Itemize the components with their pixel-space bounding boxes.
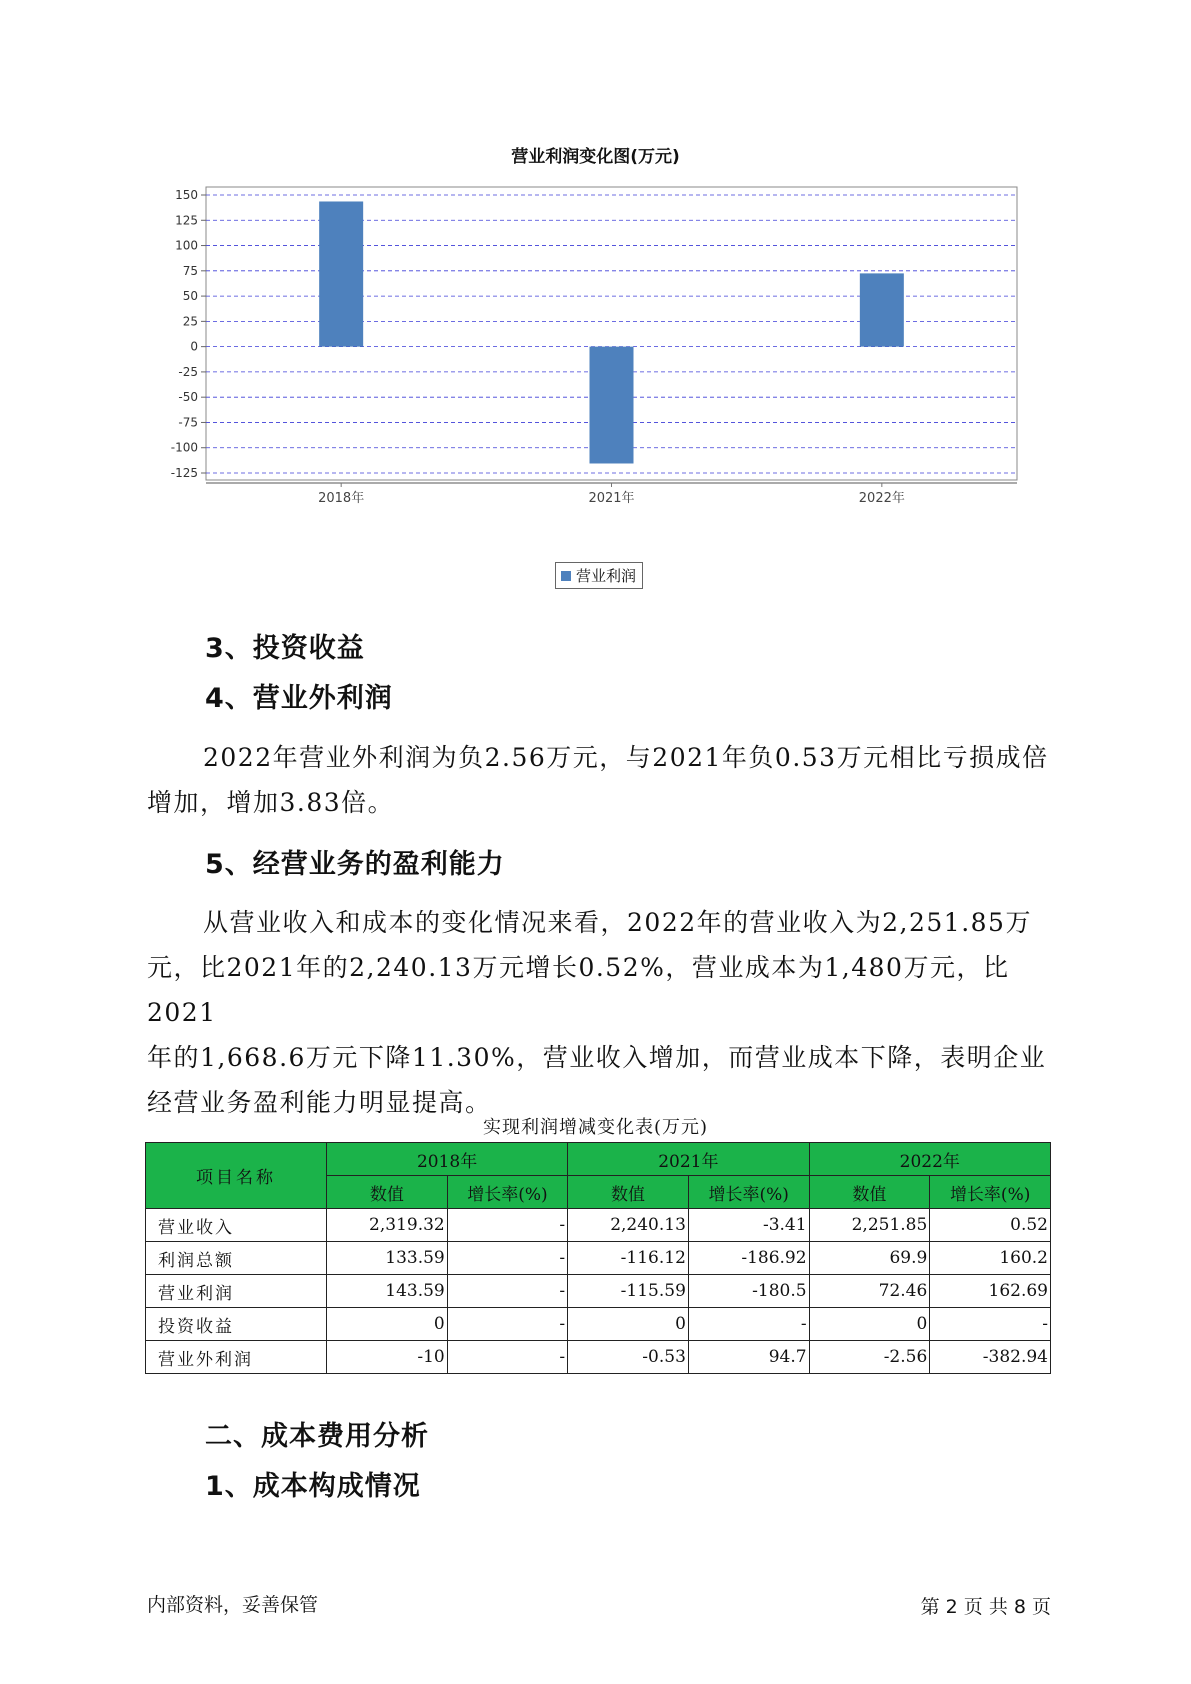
growth-cell: -382.94	[930, 1341, 1051, 1374]
heading-cost-composition: 1、成本构成情况	[205, 1471, 421, 1502]
header-value: 数值	[568, 1176, 689, 1209]
paragraph-profitability	[147, 900, 1052, 1125]
header-growth-rate: 增长率(%)	[930, 1176, 1051, 1209]
profit-change-table	[145, 1142, 1051, 1374]
y-tick-label: -25	[178, 364, 198, 379]
heading-non-operating-profit: 4、营业外利润	[205, 683, 393, 714]
value-cell: -115.59	[568, 1275, 689, 1308]
footer-page-number: 第 2 页 共 8 页	[920, 1596, 1051, 1618]
table-row	[146, 1209, 1051, 1242]
bar	[860, 273, 904, 346]
bar	[590, 347, 634, 464]
value-cell: 2,240.13	[568, 1209, 689, 1242]
growth-cell: -186.92	[688, 1242, 809, 1275]
value-cell: 0	[327, 1308, 448, 1341]
table-row	[146, 1242, 1051, 1275]
table-row	[146, 1341, 1051, 1374]
growth-cell: -	[447, 1242, 567, 1275]
paragraph-line: 从营业收入和成本的变化情况来看，2022年的营业收入为2,251.85万	[203, 908, 1032, 937]
value-cell: 72.46	[809, 1275, 930, 1308]
header-growth-rate: 增长率(%)	[688, 1176, 809, 1209]
row-name: 营业收入	[146, 1209, 327, 1242]
growth-cell: 94.7	[688, 1341, 809, 1374]
table-row	[146, 1308, 1051, 1341]
heading-investment-income: 3、投资收益	[205, 633, 365, 664]
growth-cell: -180.5	[688, 1275, 809, 1308]
x-tick-label: 2022年	[858, 491, 905, 506]
header-year: 2022年	[809, 1143, 1050, 1176]
value-cell: -116.12	[568, 1242, 689, 1275]
value-cell: 0	[809, 1308, 930, 1341]
chart-legend	[555, 562, 643, 589]
heading-profitability: 5、经营业务的盈利能力	[205, 849, 505, 880]
y-tick-label: 150	[175, 188, 198, 202]
paragraph-line: 经营业务盈利能力明显提高。	[147, 1088, 492, 1117]
growth-cell: 160.2	[930, 1242, 1051, 1275]
y-tick-label: -125	[170, 466, 198, 480]
y-tick-label: 125	[175, 213, 198, 228]
bar	[319, 201, 363, 346]
footer-confidential: 内部资料，妥善保管	[147, 1594, 319, 1616]
chart-title: 营业利润变化图(万元)	[511, 147, 680, 167]
value-cell: -10	[327, 1341, 448, 1374]
y-tick-label: -75	[178, 415, 198, 430]
paragraph-line: 年的1,668.6万元下降11.30%，营业收入增加，而营业成本下降，表明企业	[147, 1043, 1047, 1072]
table-caption: 实现利润增减变化表(万元)	[482, 1117, 709, 1138]
growth-cell: -3.41	[688, 1209, 809, 1242]
growth-cell: 162.69	[930, 1275, 1051, 1308]
paragraph-line: 增加，增加3.83倍。	[147, 788, 395, 817]
y-tick-label: 75	[182, 263, 198, 278]
row-name: 投资收益	[146, 1308, 327, 1341]
growth-cell: -	[447, 1209, 567, 1242]
header-value: 数值	[327, 1176, 448, 1209]
header-year: 2021年	[568, 1143, 809, 1176]
y-tick-label: 50	[182, 289, 198, 304]
growth-cell: -	[930, 1308, 1051, 1341]
growth-cell: -	[447, 1275, 567, 1308]
y-tick-label: 100	[175, 238, 198, 253]
value-cell: 0	[568, 1308, 689, 1341]
growth-cell: -	[447, 1341, 567, 1374]
row-name: 利润总额	[146, 1242, 327, 1275]
growth-cell: -	[447, 1308, 567, 1341]
value-cell: 2,319.32	[327, 1209, 448, 1242]
value-cell: 133.59	[327, 1242, 448, 1275]
y-tick-label: 0	[190, 339, 198, 354]
paragraph-line: 元，比2021年的2,240.13万元增长0.52%，营业成本为1,480万元，比2021	[147, 953, 1010, 1027]
y-tick-label: 25	[182, 314, 198, 329]
value-cell: -2.56	[809, 1341, 930, 1374]
value-cell: 2,251.85	[809, 1209, 930, 1242]
y-tick-label: -100	[170, 440, 198, 455]
header-growth-rate: 增长率(%)	[447, 1176, 567, 1209]
value-cell: 143.59	[327, 1275, 448, 1308]
header-value: 数值	[809, 1176, 930, 1209]
legend-label: 营业利润	[576, 567, 637, 585]
growth-cell: 0.52	[930, 1209, 1051, 1242]
growth-cell: -	[688, 1308, 809, 1341]
operating-profit-chart	[160, 175, 1020, 565]
header-year: 2018年	[327, 1143, 568, 1176]
y-tick-label: -50	[178, 390, 198, 405]
table-row	[146, 1275, 1051, 1308]
row-name: 营业利润	[146, 1275, 327, 1308]
value-cell: -0.53	[568, 1341, 689, 1374]
x-tick-label: 2018年	[318, 491, 365, 506]
value-cell: 69.9	[809, 1242, 930, 1275]
row-name: 营业外利润	[146, 1341, 327, 1374]
paragraph-line: 2022年营业外利润为负2.56万元，与2021年负0.53万元相比亏损成倍	[203, 743, 1049, 772]
header-item-name: 项目名称	[146, 1143, 327, 1209]
legend-swatch	[561, 571, 571, 581]
paragraph-non-operating-profit	[147, 735, 1052, 825]
x-tick-label: 2021年	[588, 491, 635, 506]
heading-cost-analysis: 二、成本费用分析	[205, 1421, 429, 1452]
